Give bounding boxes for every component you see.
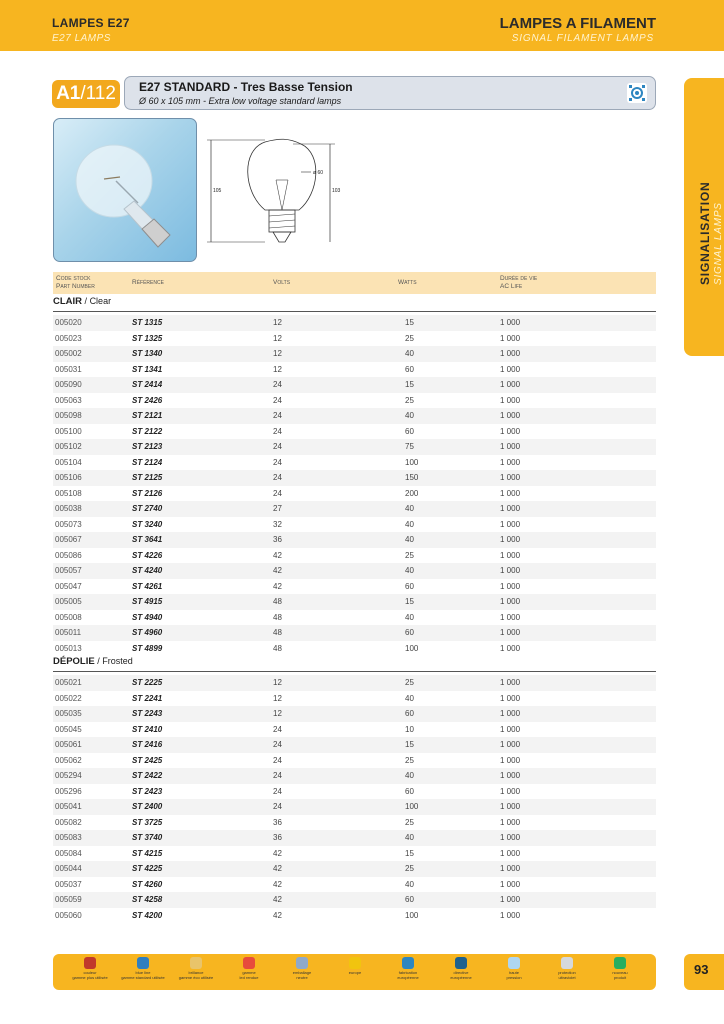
reference-cell: ST 4200 xyxy=(132,910,163,920)
table-row xyxy=(53,315,656,331)
table-row xyxy=(53,579,656,595)
product-subtitle: Ø 60 x 105 mm - Extra low voltage standard lamps xyxy=(139,96,342,106)
watts-cell: 100 xyxy=(405,457,419,467)
reference-cell: ST 3240 xyxy=(132,519,163,529)
part-number-cell: 005086 xyxy=(55,550,82,560)
table-row xyxy=(53,439,656,455)
volts-cell: 24 xyxy=(273,724,282,734)
volts-cell: 42 xyxy=(273,879,282,889)
reference-cell: ST 1315 xyxy=(132,318,163,327)
volts-cell: 24 xyxy=(273,802,282,811)
table-row xyxy=(53,501,656,517)
footer-legend xyxy=(53,954,656,990)
volts-cell: 24 xyxy=(273,380,282,389)
table-row xyxy=(53,594,656,610)
volts-cell: 42 xyxy=(273,550,282,560)
volts-cell: 24 xyxy=(273,457,282,467)
volts-cell: 42 xyxy=(273,910,282,920)
life-cell: 1 000 xyxy=(500,473,521,482)
life-cell: 1 000 xyxy=(500,457,521,467)
pressure-icon xyxy=(508,957,520,969)
watts-cell: 60 xyxy=(405,895,414,904)
reference-cell: ST 2416 xyxy=(132,740,163,749)
table-row xyxy=(53,563,656,579)
volts-cell: 24 xyxy=(273,473,282,482)
volts-cell: 48 xyxy=(273,643,282,653)
life-cell: 1 000 xyxy=(500,349,521,358)
life-cell: 1 000 xyxy=(500,442,521,451)
reference-cell: ST 2225 xyxy=(132,678,163,687)
table-row xyxy=(53,408,656,424)
life-cell: 1 000 xyxy=(500,581,521,591)
col-stock-en: Part Number xyxy=(56,283,95,290)
part-number-cell: 005100 xyxy=(55,426,82,436)
volts-cell: 24 xyxy=(273,740,282,749)
volts-cell: 24 xyxy=(273,395,282,405)
socket-icon xyxy=(627,83,647,103)
reference-cell: ST 4258 xyxy=(132,895,163,904)
legend-item xyxy=(226,957,272,980)
part-number-cell: 005057 xyxy=(55,566,82,575)
part-number-cell: 005084 xyxy=(55,848,82,858)
legend-item xyxy=(279,957,325,980)
legend-item xyxy=(385,957,431,980)
life-cell: 1 000 xyxy=(500,740,521,749)
part-number-cell: 005067 xyxy=(55,535,82,544)
watts-cell: 40 xyxy=(405,566,414,575)
life-cell: 1 000 xyxy=(500,724,521,734)
life-cell: 1 000 xyxy=(500,693,521,703)
part-number-cell: 005020 xyxy=(55,318,82,327)
watts-cell: 25 xyxy=(405,333,414,343)
watts-cell: 40 xyxy=(405,833,414,842)
legend-item xyxy=(332,957,378,976)
section-clear-fr: CLAIR xyxy=(53,296,83,307)
watts-cell: 10 xyxy=(405,724,414,734)
reference-cell: ST 2243 xyxy=(132,709,163,718)
product-code-number: /112 xyxy=(80,83,116,104)
part-number-cell: 005104 xyxy=(55,457,82,467)
volts-cell: 42 xyxy=(273,581,282,591)
volts-cell: 48 xyxy=(273,628,282,637)
part-number-cell: 005038 xyxy=(55,504,82,513)
direction-icon xyxy=(455,957,467,969)
col-volts: Volts xyxy=(273,279,291,286)
part-number-cell: 005098 xyxy=(55,411,82,420)
table-row xyxy=(53,846,656,862)
new-product-icon xyxy=(614,957,626,969)
table-row xyxy=(53,362,656,378)
watts-cell: 60 xyxy=(405,426,414,436)
section-frosted-en: Frosted xyxy=(102,656,133,666)
reference-cell: ST 2126 xyxy=(132,488,163,498)
table-row xyxy=(53,331,656,347)
watts-cell: 75 xyxy=(405,442,414,451)
life-cell: 1 000 xyxy=(500,550,521,560)
part-number-cell: 005023 xyxy=(55,333,82,343)
header-left-subtitle: E27 LAMPS xyxy=(52,33,111,44)
reference-cell: ST 2423 xyxy=(132,786,163,796)
sun-icon xyxy=(190,957,202,969)
side-tab-subtitle: SIGNAL LAMPS xyxy=(713,202,724,285)
volts-cell: 48 xyxy=(273,597,282,606)
table-row xyxy=(53,517,656,533)
header-right-subtitle: SIGNAL FILAMENT LAMPS xyxy=(511,33,654,44)
watts-cell: 40 xyxy=(405,504,414,513)
part-number-cell: 005059 xyxy=(55,895,82,904)
life-cell: 1 000 xyxy=(500,755,521,765)
led-icon xyxy=(243,957,255,969)
life-cell: 1 000 xyxy=(500,612,521,622)
table-row xyxy=(53,908,656,924)
table-row xyxy=(53,393,656,409)
part-number-cell: 005102 xyxy=(55,442,82,451)
watts-cell: 100 xyxy=(405,643,419,653)
watts-cell: 150 xyxy=(405,473,419,482)
globe-icon xyxy=(137,957,149,969)
part-number-cell: 005037 xyxy=(55,879,82,889)
watts-cell: 100 xyxy=(405,910,419,920)
life-cell: 1 000 xyxy=(500,597,521,606)
legend-label: blue line gamme standard utilisée xyxy=(121,970,165,980)
table-row xyxy=(53,784,656,800)
reference-cell: ST 2241 xyxy=(132,693,163,703)
reference-cell: ST 1341 xyxy=(132,364,163,374)
part-number-cell: 005002 xyxy=(55,349,82,358)
table-row xyxy=(53,830,656,846)
side-tab-title: SIGNALISATION xyxy=(698,181,712,285)
volts-cell: 12 xyxy=(273,349,282,358)
life-cell: 1 000 xyxy=(500,786,521,796)
part-number-cell: 005013 xyxy=(55,643,82,653)
reference-cell: ST 3725 xyxy=(132,817,163,827)
reference-cell: ST 2125 xyxy=(132,473,163,482)
col-watts: Watts xyxy=(398,279,417,286)
europe-icon xyxy=(349,957,361,969)
product-title-box xyxy=(124,76,656,110)
dim-height-right: 103 xyxy=(332,188,341,194)
reference-cell: ST 2414 xyxy=(132,380,163,389)
watts-cell: 25 xyxy=(405,817,414,827)
part-number-cell: 005021 xyxy=(55,678,82,687)
life-cell: 1 000 xyxy=(500,333,521,343)
life-cell: 1 000 xyxy=(500,566,521,575)
product-title: E27 STANDARD - Tres Basse Tension xyxy=(139,80,353,94)
legend-label: brillance gamme éco utilisée xyxy=(178,970,214,980)
watts-cell: 40 xyxy=(405,693,414,703)
volts-cell: 42 xyxy=(273,848,282,858)
reference-cell: ST 4915 xyxy=(132,597,163,606)
table-row xyxy=(53,768,656,784)
table-row xyxy=(53,548,656,564)
page-number: 93 xyxy=(694,962,709,977)
legend-label: directive européenne xyxy=(450,970,472,980)
reference-cell: ST 4899 xyxy=(132,643,163,653)
life-cell: 1 000 xyxy=(500,380,521,389)
watts-cell: 40 xyxy=(405,519,414,529)
reference-cell: ST 4960 xyxy=(132,628,163,637)
life-cell: 1 000 xyxy=(500,879,521,889)
table-row xyxy=(53,641,656,657)
table-row xyxy=(53,799,656,815)
reference-cell: ST 2122 xyxy=(132,426,163,436)
volts-cell: 12 xyxy=(273,678,282,687)
life-cell: 1 000 xyxy=(500,426,521,436)
legend-item xyxy=(544,957,590,980)
watts-cell: 40 xyxy=(405,879,414,889)
watts-cell: 40 xyxy=(405,535,414,544)
volts-cell: 32 xyxy=(273,519,282,529)
reference-cell: ST 2425 xyxy=(132,755,163,765)
table-row xyxy=(53,722,656,738)
volts-cell: 12 xyxy=(273,364,282,374)
life-cell: 1 000 xyxy=(500,411,521,420)
table-row xyxy=(53,486,656,502)
product-code-letter: A1 xyxy=(56,83,81,104)
life-cell: 1 000 xyxy=(500,488,521,498)
part-number-cell: 005005 xyxy=(55,597,82,606)
reference-cell: ST 4226 xyxy=(132,550,163,560)
volts-cell: 24 xyxy=(273,771,282,780)
watts-cell: 60 xyxy=(405,786,414,796)
life-cell: 1 000 xyxy=(500,709,521,718)
watts-cell: 15 xyxy=(405,597,414,606)
legend-item xyxy=(438,957,484,980)
life-cell: 1 000 xyxy=(500,771,521,780)
part-number-cell: 005108 xyxy=(55,488,82,498)
dim-diameter: ø 60 xyxy=(313,170,324,176)
legend-label: gamme led rendue xyxy=(239,970,259,980)
part-number-cell: 005041 xyxy=(55,802,82,811)
watts-cell: 25 xyxy=(405,755,414,765)
frosted-lamps-table xyxy=(53,675,656,923)
part-number-cell: 005061 xyxy=(55,740,82,749)
table-row xyxy=(53,706,656,722)
reference-cell: ST 1325 xyxy=(132,333,163,343)
volts-cell: 36 xyxy=(273,535,282,544)
part-number-cell: 005008 xyxy=(55,612,82,622)
legend-item xyxy=(173,957,219,980)
table-row xyxy=(53,610,656,626)
table-row xyxy=(53,675,656,691)
volts-cell: 42 xyxy=(273,566,282,575)
reference-cell: ST 4260 xyxy=(132,879,163,889)
life-cell: 1 000 xyxy=(500,817,521,827)
watts-cell: 25 xyxy=(405,864,414,873)
clear-lamps-table xyxy=(53,315,656,656)
watts-cell: 25 xyxy=(405,550,414,560)
life-cell: 1 000 xyxy=(500,628,521,637)
legend-label: nouveau produit xyxy=(612,970,628,980)
part-number-cell: 005047 xyxy=(55,581,82,591)
part-number-cell: 005045 xyxy=(55,724,82,734)
volts-cell: 24 xyxy=(273,755,282,765)
reference-cell: ST 3641 xyxy=(132,535,163,544)
watts-cell: 40 xyxy=(405,771,414,780)
life-cell: 1 000 xyxy=(500,833,521,842)
watts-cell: 25 xyxy=(405,395,414,405)
volts-cell: 42 xyxy=(273,895,282,904)
part-number-cell: 005031 xyxy=(55,364,82,374)
watts-cell: 60 xyxy=(405,628,414,637)
table-row xyxy=(53,532,656,548)
reference-cell: ST 2123 xyxy=(132,442,163,451)
life-cell: 1 000 xyxy=(500,643,521,653)
legend-label: emballage neutre xyxy=(292,970,312,980)
watts-cell: 60 xyxy=(405,581,414,591)
fabrication-icon xyxy=(402,957,414,969)
table-row xyxy=(53,424,656,440)
section-clear-en: Clear xyxy=(89,296,112,306)
legend-label: fabrication européenne xyxy=(397,970,419,980)
watts-cell: 15 xyxy=(405,318,414,327)
watts-cell: 15 xyxy=(405,848,414,858)
volts-cell: 27 xyxy=(273,504,282,513)
legend-label: couleur gamme plus utilisée xyxy=(72,970,108,980)
reference-cell: ST 2426 xyxy=(132,395,163,405)
life-cell: 1 000 xyxy=(500,848,521,858)
part-number-cell: 005090 xyxy=(55,380,82,389)
protection-icon xyxy=(561,957,573,969)
header-right-title: LAMPES A FILAMENT xyxy=(499,15,656,32)
part-number-cell: 005062 xyxy=(55,755,82,765)
reference-cell: ST 4261 xyxy=(132,581,163,591)
life-cell: 1 000 xyxy=(500,864,521,873)
part-number-cell: 005296 xyxy=(55,786,82,796)
reference-cell: ST 2740 xyxy=(132,504,163,513)
reference-cell: ST 2410 xyxy=(132,724,163,734)
watts-cell: 40 xyxy=(405,612,414,622)
watts-cell: 15 xyxy=(405,740,414,749)
watts-cell: 60 xyxy=(405,709,414,718)
header-left-title: LAMPES E27 xyxy=(52,16,130,30)
watts-cell: 100 xyxy=(405,802,419,811)
section-clear: CLAIR / Clear xyxy=(53,296,656,312)
volts-cell: 42 xyxy=(273,864,282,873)
part-number-cell: 005060 xyxy=(55,910,82,920)
reference-cell: ST 4215 xyxy=(132,848,163,858)
volts-cell: 36 xyxy=(273,833,282,842)
packaging-icon xyxy=(296,957,308,969)
part-number-cell: 005073 xyxy=(55,519,82,529)
section-frosted: DÉPOLIE / Frosted xyxy=(53,656,656,672)
legend-label: haute pression xyxy=(506,970,522,980)
life-cell: 1 000 xyxy=(500,895,521,904)
product-code-badge xyxy=(52,80,120,108)
table-row xyxy=(53,815,656,831)
life-cell: 1 000 xyxy=(500,519,521,529)
part-number-cell: 005082 xyxy=(55,817,82,827)
part-number-cell: 005106 xyxy=(55,473,82,482)
life-cell: 1 000 xyxy=(500,364,521,374)
table-row xyxy=(53,455,656,471)
table-row xyxy=(53,861,656,877)
table-row xyxy=(53,737,656,753)
watts-cell: 25 xyxy=(405,678,414,687)
volts-cell: 36 xyxy=(273,817,282,827)
reference-cell: ST 2422 xyxy=(132,771,163,780)
table-row xyxy=(53,346,656,362)
life-cell: 1 000 xyxy=(500,504,521,513)
volts-cell: 12 xyxy=(273,333,282,343)
lamp-color-icon xyxy=(84,957,96,969)
legend-label: protection ultraviolet xyxy=(558,970,576,980)
legend-label: europe xyxy=(348,970,362,975)
life-cell: 1 000 xyxy=(500,318,521,327)
watts-cell: 40 xyxy=(405,411,414,420)
col-life-en: AC Life xyxy=(500,283,523,290)
legend-item xyxy=(491,957,537,980)
watts-cell: 15 xyxy=(405,380,414,389)
reference-cell: ST 1340 xyxy=(132,349,163,358)
lamp-dimension-drawing xyxy=(203,130,363,255)
volts-cell: 24 xyxy=(273,411,282,420)
legend-item xyxy=(597,957,643,980)
table-row xyxy=(53,377,656,393)
volts-cell: 24 xyxy=(273,488,282,498)
reference-cell: ST 4240 xyxy=(132,566,163,575)
reference-cell: ST 4225 xyxy=(132,864,163,873)
col-ref: Référence xyxy=(132,279,164,286)
table-row xyxy=(53,892,656,908)
part-number-cell: 005022 xyxy=(55,693,82,703)
reference-cell: ST 4940 xyxy=(132,612,163,622)
legend-item xyxy=(67,957,113,980)
reference-cell: ST 2124 xyxy=(132,457,163,467)
volts-cell: 12 xyxy=(273,318,282,327)
part-number-cell: 005083 xyxy=(55,833,82,842)
life-cell: 1 000 xyxy=(500,678,521,687)
table-row xyxy=(53,877,656,893)
table-row xyxy=(53,625,656,641)
part-number-cell: 005294 xyxy=(55,771,82,780)
watts-cell: 40 xyxy=(405,349,414,358)
table-row xyxy=(53,691,656,707)
life-cell: 1 000 xyxy=(500,395,521,405)
dim-height-left: 105 xyxy=(213,188,222,194)
legend-item xyxy=(120,957,166,980)
part-number-cell: 005011 xyxy=(55,628,82,637)
volts-cell: 24 xyxy=(273,786,282,796)
reference-cell: ST 2121 xyxy=(132,411,163,420)
table-row xyxy=(53,753,656,769)
col-life-fr: Durée de vie xyxy=(500,275,538,282)
table-header xyxy=(53,272,656,294)
volts-cell: 24 xyxy=(273,442,282,451)
volts-cell: 24 xyxy=(273,426,282,436)
lamp-photo xyxy=(53,118,197,262)
life-cell: 1 000 xyxy=(500,802,521,811)
life-cell: 1 000 xyxy=(500,910,521,920)
part-number-cell: 005063 xyxy=(55,395,82,405)
life-cell: 1 000 xyxy=(500,535,521,544)
section-frosted-fr: DÉPOLIE xyxy=(53,656,95,667)
watts-cell: 200 xyxy=(405,488,419,498)
watts-cell: 60 xyxy=(405,364,414,374)
volts-cell: 12 xyxy=(273,709,282,718)
table-row xyxy=(53,470,656,486)
part-number-cell: 005044 xyxy=(55,864,82,873)
part-number-cell: 005035 xyxy=(55,709,82,718)
col-stock-fr: Code stock xyxy=(56,275,91,282)
reference-cell: ST 3740 xyxy=(132,833,163,842)
reference-cell: ST 2400 xyxy=(132,802,163,811)
volts-cell: 48 xyxy=(273,612,282,622)
volts-cell: 12 xyxy=(273,693,282,703)
